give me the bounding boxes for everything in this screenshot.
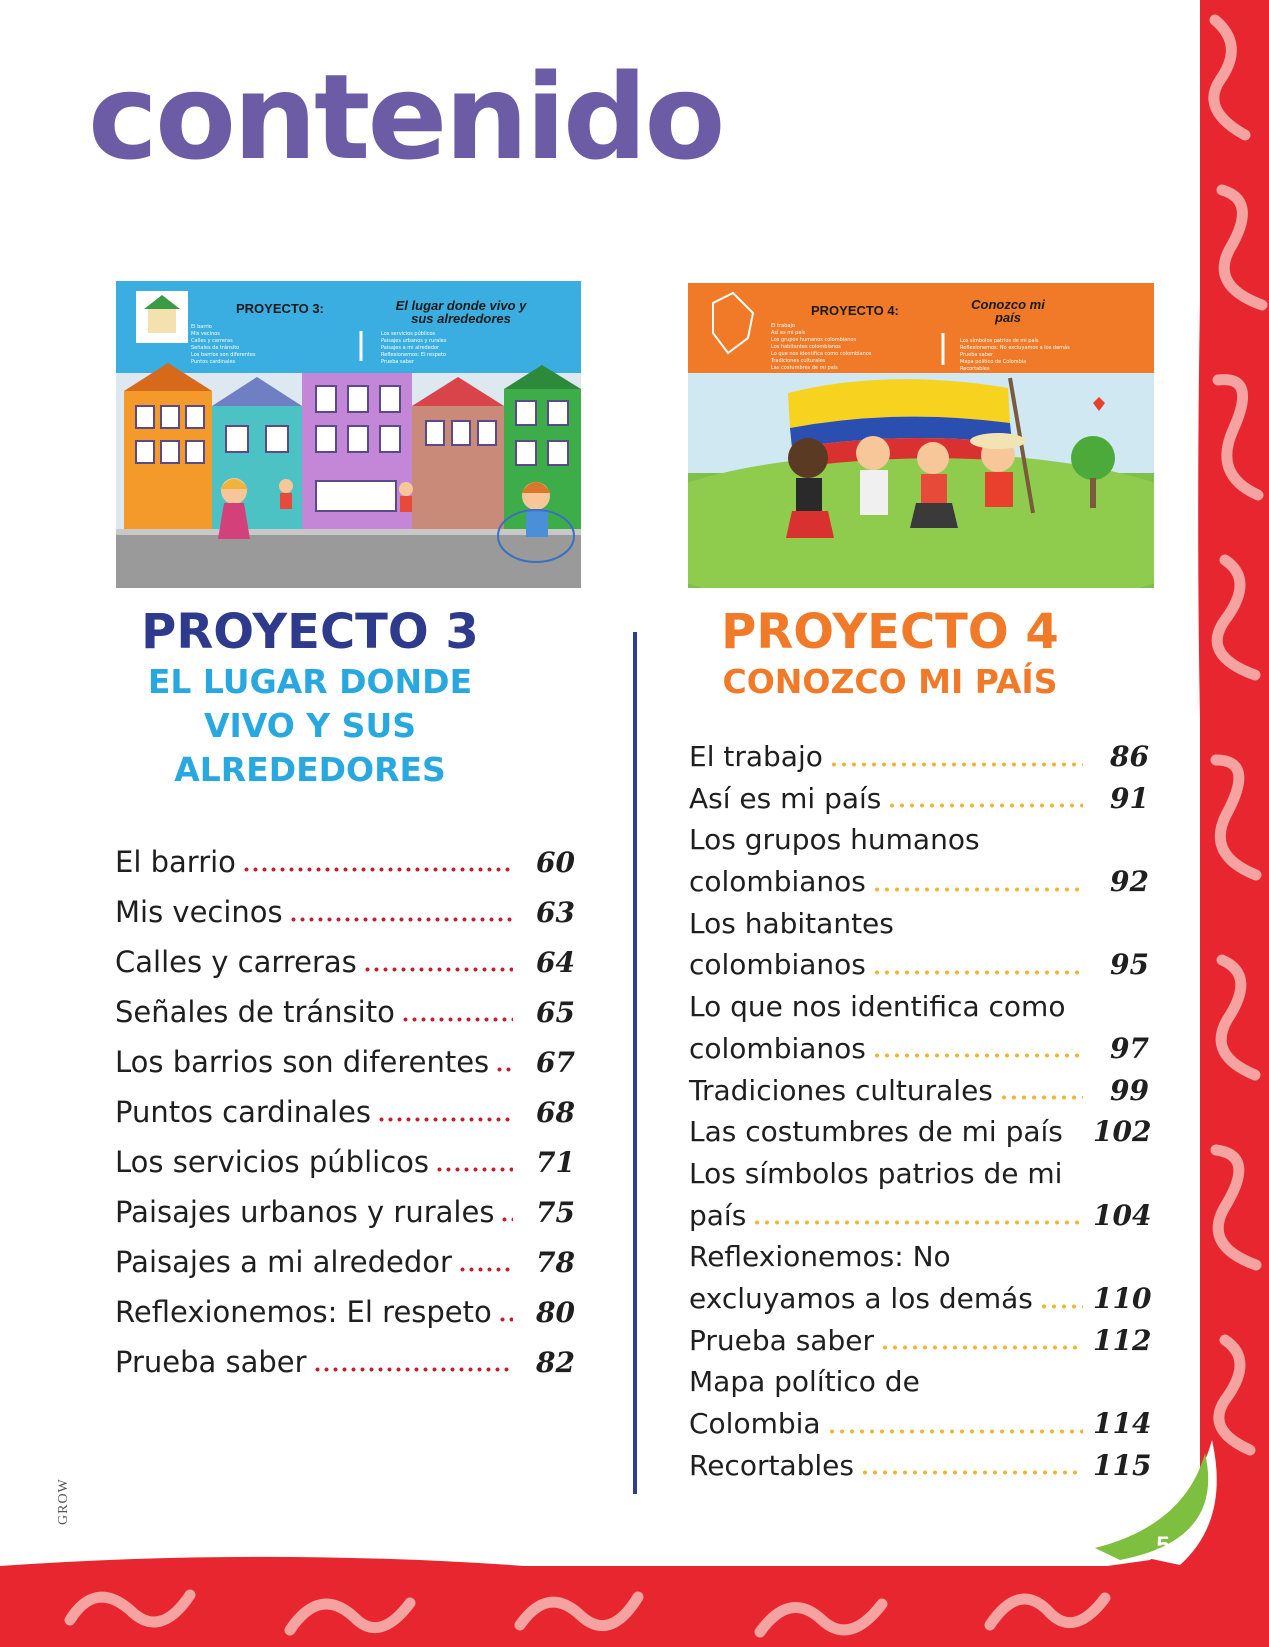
thumbnail-topic: Los servicios públicos	[381, 331, 436, 337]
toc-page-number: 91	[1110, 781, 1149, 815]
toc-label: colombianos	[689, 865, 866, 899]
toc-entry[interactable]	[115, 1295, 575, 1345]
toc-entry[interactable]	[689, 1156, 1152, 1240]
dot-leader	[401, 1015, 513, 1025]
toc-entry[interactable]	[115, 1145, 575, 1195]
toc-label: Puntos cardinales	[115, 1095, 371, 1129]
thumbnail-topic: Mapa político de Colombia	[960, 359, 1027, 365]
dot-leader	[872, 1051, 1083, 1061]
toc-page-number: 97	[1110, 1031, 1149, 1065]
toc-entry[interactable]	[689, 1323, 1152, 1366]
page-title: contenido	[88, 48, 723, 186]
project3-heading-block	[110, 604, 510, 792]
toc-page-number: 86	[1110, 740, 1149, 773]
thumbnail-topic: Paisajes a mi alrededor	[381, 345, 440, 351]
thumbnail-topic: Los barrios son diferentes	[191, 352, 256, 358]
toc-page-number: 104	[1093, 1198, 1152, 1232]
toc-page-number: 80	[536, 1296, 575, 1329]
toc-label: Prueba saber	[689, 1323, 874, 1357]
dot-leader	[495, 1065, 513, 1075]
dot-leader	[1039, 1302, 1083, 1312]
dot-leader	[435, 1165, 513, 1175]
dot-leader	[872, 885, 1083, 895]
toc-entry[interactable]	[689, 1115, 1152, 1157]
thumbnail-topic: Prueba saber	[960, 352, 994, 358]
dot-leader	[887, 801, 1083, 811]
thumbnail-topic: Los símbolos patrios de mi país	[960, 338, 1039, 344]
thumbnail-topic: Los grupos humanos colombianos	[771, 337, 857, 343]
toc-entry[interactable]	[115, 895, 575, 945]
toc-label: excluyamos a los demás	[689, 1282, 1033, 1315]
thumbnail-topic: Reflexionemos: No excluyamos a los demás	[960, 345, 1070, 351]
thumbnail-topics-right	[960, 338, 1140, 373]
toc-label: Señales de tránsito	[115, 995, 395, 1029]
thumbnail-topic: Puntos cardinales	[191, 359, 236, 365]
toc-entry[interactable]	[115, 1045, 575, 1095]
toc-page-number: 78	[536, 1246, 575, 1279]
thumbnail-topic: Mis vecinos	[191, 331, 220, 337]
thumbnail-topic: Los habitantes colombianos	[771, 344, 841, 350]
toc-page-number: 115	[1093, 1448, 1152, 1482]
toc-label-line1: Los habitantes	[689, 906, 894, 940]
toc-page-number: 110	[1093, 1282, 1152, 1315]
thumbnail-topics-left	[771, 323, 936, 372]
project4-subtitle: CONOZCO MI PAÍS	[722, 662, 1058, 701]
toc-page-number: 95	[1110, 948, 1149, 982]
toc-label-line1: Los símbolos patrios de mi	[689, 1156, 1063, 1190]
thumbnail-topic: Recortables	[960, 366, 990, 372]
dot-leader	[458, 1265, 513, 1275]
thumbnail-topic: Las costumbres de mi país	[771, 365, 838, 371]
toc-label: Las costumbres de mi país	[689, 1115, 1063, 1149]
toc-label: Paisajes urbanos y rurales	[115, 1195, 495, 1229]
toc-label: país	[689, 1198, 747, 1232]
toc-label: Los servicios públicos	[115, 1145, 429, 1179]
thumbnail-topic: Calles y carreras	[191, 338, 233, 344]
project4-heading-block	[690, 604, 1090, 704]
toc-entry[interactable]	[689, 740, 1149, 782]
toc-label-line1: Mapa político de	[689, 1365, 920, 1399]
thumbnail-project-label: PROYECTO 4:	[811, 303, 899, 318]
toc-label-line1: Reflexionemos: No	[689, 1240, 951, 1274]
toc-label: Recortables	[689, 1448, 854, 1482]
project3-subtitle: EL LUGAR DONDE VIVO Y SUS ALREDEDORES	[147, 662, 473, 789]
dot-leader	[289, 915, 513, 925]
thumbnail-topics-right	[381, 331, 551, 366]
toc-entry[interactable]	[689, 782, 1149, 824]
toc-page-number: 114	[1093, 1407, 1152, 1441]
toc-label: Calles y carreras	[115, 945, 357, 979]
toc-page-number: 75	[536, 1196, 575, 1229]
toc-entry[interactable]	[689, 990, 1149, 1073]
toc-label: Reflexionemos: El respeto	[115, 1295, 492, 1329]
toc-page-number: 99	[1110, 1073, 1149, 1107]
dot-leader	[872, 968, 1083, 978]
dot-leader	[242, 865, 513, 875]
project4-heading: PROYECTO 4	[721, 604, 1059, 660]
project3-toc	[115, 845, 575, 1395]
dot-leader	[827, 1427, 1083, 1437]
project4-thumbnail	[688, 283, 1154, 588]
toc-entry[interactable]	[689, 907, 1149, 990]
toc-page-number: 65	[536, 996, 575, 1029]
toc-entry[interactable]	[689, 1240, 1152, 1323]
toc-entry[interactable]	[115, 1345, 575, 1395]
toc-label-line1: Los grupos humanos	[689, 823, 980, 857]
column-divider	[633, 632, 637, 1494]
project4-toc	[689, 740, 1152, 1490]
thumbnail-project-title: El lugar donde vivo y sus alrededores	[395, 298, 527, 326]
thumbnail-project-title: Conozco mi país	[971, 297, 1045, 325]
dot-leader	[498, 1315, 513, 1325]
thumbnail-topic: Prueba saber	[381, 359, 415, 365]
toc-label: Los barrios son diferentes	[115, 1045, 490, 1079]
toc-label: Prueba saber	[115, 1345, 307, 1379]
page-number: 5	[1156, 1532, 1170, 1559]
toc-entry[interactable]	[115, 1195, 575, 1245]
dot-leader	[752, 1218, 1083, 1228]
dot-leader	[880, 1343, 1083, 1353]
thumbnail-topic: Señales de tránsito	[191, 345, 240, 351]
thumbnail-topic: Reflexionemos: El respeto	[381, 352, 446, 358]
toc-entry[interactable]	[115, 1245, 575, 1295]
toc-page-number: 60	[536, 846, 575, 879]
toc-entry[interactable]	[115, 1095, 575, 1145]
toc-label: colombianos	[689, 948, 866, 982]
toc-label: El trabajo	[689, 740, 823, 773]
thumbnail-topic: Paisajes urbanos y rurales	[381, 338, 447, 344]
publisher-logo: GROW	[56, 1478, 71, 1525]
toc-label: Así es mi país	[689, 781, 882, 815]
toc-entry[interactable]	[115, 945, 575, 995]
toc-entry[interactable]	[689, 1074, 1149, 1116]
toc-entry[interactable]	[689, 1365, 1152, 1448]
toc-page-number: 71	[536, 1146, 575, 1179]
dot-leader	[313, 1365, 513, 1375]
toc-entry[interactable]	[689, 1448, 1152, 1491]
toc-label: Tradiciones culturales	[689, 1073, 993, 1107]
toc-label: Mis vecinos	[115, 895, 283, 929]
thumbnail-topic: El barrio	[191, 324, 212, 330]
toc-page-number: 82	[536, 1346, 575, 1379]
thumbnail-topic: Así es mi país	[771, 330, 806, 336]
toc-entry[interactable]	[115, 845, 575, 895]
toc-entry[interactable]	[689, 823, 1149, 906]
toc-label-line1: Lo que nos identifica como	[689, 990, 1066, 1024]
toc-page-number: 112	[1093, 1323, 1152, 1357]
toc-entry[interactable]	[115, 995, 575, 1045]
toc-page-number: 92	[1110, 865, 1149, 899]
dot-leader	[377, 1115, 513, 1125]
thumbnail-topic: El trabajo	[771, 323, 795, 329]
toc-label: Colombia	[689, 1407, 821, 1441]
dot-leader	[829, 760, 1083, 770]
toc-page-number: 102	[1093, 1115, 1152, 1149]
thumbnail-topics-left	[191, 324, 351, 366]
toc-page-number: 64	[536, 946, 575, 979]
dot-leader	[363, 965, 513, 975]
toc-label: colombianos	[689, 1031, 866, 1065]
thumbnail-topic: Tradiciones culturales	[771, 358, 826, 364]
toc-label: Paisajes a mi alrededor	[115, 1245, 452, 1279]
toc-page-number: 63	[536, 896, 575, 929]
toc-page-number: 68	[536, 1096, 575, 1129]
toc-page-number: 67	[536, 1046, 575, 1079]
project3-heading: PROYECTO 3	[141, 604, 479, 660]
dot-leader	[999, 1093, 1083, 1103]
dot-leader	[500, 1215, 513, 1225]
toc-label: El barrio	[115, 845, 236, 879]
thumbnail-project-label: PROYECTO 3:	[236, 301, 324, 316]
thumbnail-topic: Lo que nos identifica como colombianos	[771, 351, 872, 357]
project3-thumbnail	[116, 281, 581, 588]
dot-leader	[860, 1468, 1083, 1478]
